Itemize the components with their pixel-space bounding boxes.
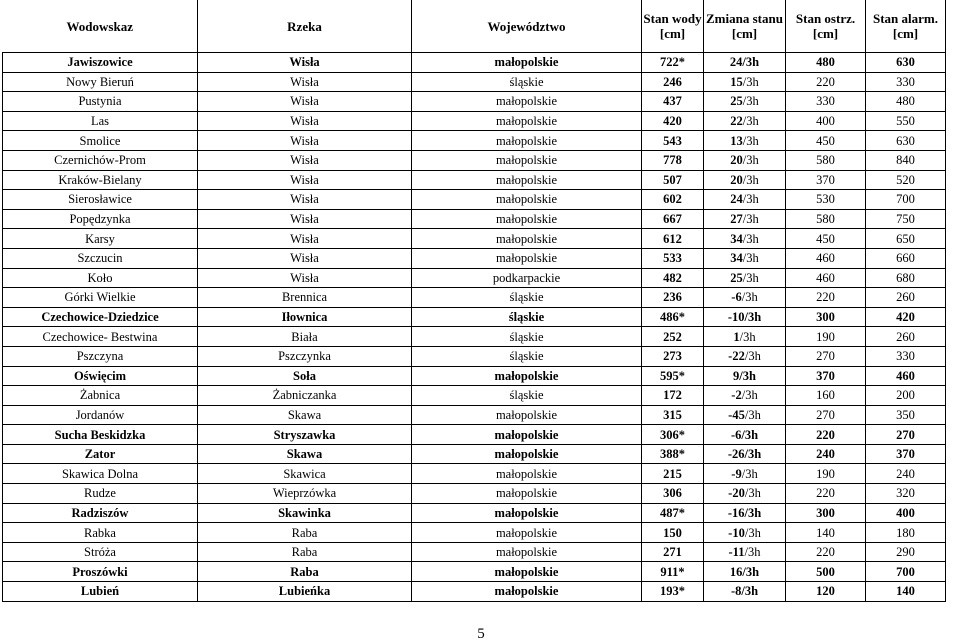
water-level-cell: 482 (642, 268, 704, 288)
alarm-level-cell: 460 (866, 366, 946, 386)
warning-level-cell: 270 (786, 405, 866, 425)
voivodeship-cell: małopolskie (412, 92, 642, 112)
river-cell: Żabniczanka (198, 386, 412, 406)
river-cell: Pszczynka (198, 346, 412, 366)
level-change-value: 20 (730, 153, 743, 168)
voivodeship-cell: małopolskie (412, 425, 642, 445)
station-cell: Szczucin (3, 248, 198, 268)
level-change-cell (704, 268, 786, 288)
station-cell: Oświęcim (3, 366, 198, 386)
level-change-cell (704, 53, 786, 73)
level-change-unit: /3h (744, 407, 761, 422)
header-river: Rzeka (198, 0, 412, 53)
level-change-cell (704, 425, 786, 445)
level-change-unit: /3h (742, 192, 759, 207)
alarm-level-cell: 320 (866, 484, 946, 504)
level-change-unit: /3h (739, 368, 756, 383)
station-cell: Czechowice-Dziedzice (3, 307, 198, 327)
level-change-value: 24 (730, 192, 743, 207)
water-level-cell: 215 (642, 464, 704, 484)
table-row (3, 542, 946, 562)
water-level-cell: 252 (642, 327, 704, 347)
voivodeship-cell: małopolskie (412, 131, 642, 151)
level-change-value: -10 (727, 310, 745, 325)
water-level-cell: 236 (642, 288, 704, 308)
level-change-unit: /3h (744, 525, 761, 540)
level-change-cell (704, 229, 786, 249)
warning-level-cell: 190 (786, 464, 866, 484)
warning-level-cell: 220 (786, 484, 866, 504)
table-row (3, 464, 946, 484)
water-level-cell: 722* (642, 53, 704, 73)
river-cell: Wieprzówka (198, 484, 412, 504)
table-row (3, 425, 946, 445)
alarm-level-cell: 840 (866, 150, 946, 170)
level-change-value: 34 (730, 251, 743, 266)
station-cell: Zator (3, 444, 198, 464)
warning-level-cell: 580 (786, 150, 866, 170)
header-voivodeship: Województwo (412, 0, 642, 53)
voivodeship-cell: małopolskie (412, 229, 642, 249)
level-change-unit: /3h (742, 231, 759, 246)
warning-level-cell: 460 (786, 248, 866, 268)
level-change-cell (704, 288, 786, 308)
level-change-cell (704, 523, 786, 543)
water-level-cell: 612 (642, 229, 704, 249)
warning-level-cell: 300 (786, 307, 866, 327)
voivodeship-cell: małopolskie (412, 562, 642, 582)
water-level-cell: 193* (642, 582, 704, 602)
water-level-cell: 602 (642, 190, 704, 210)
alarm-level-cell: 240 (866, 464, 946, 484)
table-row (3, 562, 946, 582)
level-change-value: 9 (733, 368, 740, 383)
table-row (3, 72, 946, 92)
table-row (3, 484, 946, 504)
table-row (3, 288, 946, 308)
voivodeship-cell: małopolskie (412, 542, 642, 562)
water-level-cell: 315 (642, 405, 704, 425)
level-change-cell (704, 92, 786, 112)
alarm-level-cell: 350 (866, 405, 946, 425)
level-change-value: 34 (730, 231, 743, 246)
river-cell: Wisła (198, 170, 412, 190)
level-change-value: -6 (731, 290, 742, 305)
water-level-cell: 667 (642, 209, 704, 229)
station-cell: Koło (3, 268, 198, 288)
river-cell: Skawa (198, 405, 412, 425)
level-change-value: -22 (728, 349, 745, 364)
table-row (3, 111, 946, 131)
alarm-level-cell: 400 (866, 503, 946, 523)
water-level-cell: 420 (642, 111, 704, 131)
river-cell: Wisła (198, 209, 412, 229)
voivodeship-cell: małopolskie (412, 484, 642, 504)
table-row (3, 327, 946, 347)
water-level-cell: 507 (642, 170, 704, 190)
river-cell: Raba (198, 562, 412, 582)
header-warning-level: Stan ostrz. [cm] (786, 0, 866, 53)
header-station: Wodowskaz (3, 0, 198, 53)
station-cell: Jawiszowice (3, 53, 198, 73)
voivodeship-cell: małopolskie (412, 111, 642, 131)
level-change-value: -45 (728, 407, 745, 422)
table-row (3, 307, 946, 327)
level-change-cell (704, 366, 786, 386)
level-change-cell (704, 190, 786, 210)
warning-level-cell: 500 (786, 562, 866, 582)
water-level-cell: 306 (642, 484, 704, 504)
level-change-cell (704, 72, 786, 92)
river-cell: Skawica (198, 464, 412, 484)
level-change-value: 24 (729, 55, 743, 70)
level-change-unit: /3h (742, 133, 759, 148)
warning-level-cell: 580 (786, 209, 866, 229)
river-cell: Wisła (198, 229, 412, 249)
alarm-level-cell: 180 (866, 523, 946, 543)
level-change-value: -26 (727, 447, 745, 462)
table-row (3, 405, 946, 425)
voivodeship-cell: małopolskie (412, 582, 642, 602)
water-level-cell: 437 (642, 92, 704, 112)
level-change-cell (704, 346, 786, 366)
level-change-cell (704, 503, 786, 523)
warning-level-cell: 240 (786, 444, 866, 464)
river-cell: Stryszawka (198, 425, 412, 445)
station-cell: Stróża (3, 542, 198, 562)
level-change-cell (704, 562, 786, 582)
level-change-value: 25 (730, 94, 743, 109)
level-change-cell (704, 131, 786, 151)
level-change-value: 15 (730, 74, 743, 89)
river-cell: Iłownica (198, 307, 412, 327)
alarm-level-cell: 700 (866, 562, 946, 582)
level-change-unit: /3h (742, 114, 759, 129)
header-water-level: Stan wody [cm] (642, 0, 704, 53)
voivodeship-cell: małopolskie (412, 190, 642, 210)
warning-level-cell: 450 (786, 131, 866, 151)
river-cell: Wisła (198, 248, 412, 268)
warning-level-cell: 220 (786, 425, 866, 445)
river-cell: Wisła (198, 131, 412, 151)
alarm-level-cell: 330 (866, 72, 946, 92)
alarm-level-cell: 140 (866, 582, 946, 602)
level-change-value: -2 (731, 388, 742, 403)
level-change-value: 13 (730, 133, 743, 148)
water-level-cell: 911* (642, 562, 704, 582)
alarm-level-cell: 290 (866, 542, 946, 562)
station-cell: Górki Wielkie (3, 288, 198, 308)
level-change-unit: /3h (741, 466, 758, 481)
warning-level-cell: 160 (786, 386, 866, 406)
station-cell: Karsy (3, 229, 198, 249)
level-change-unit: /3h (741, 290, 758, 305)
water-level-cell: 306* (642, 425, 704, 445)
voivodeship-cell: małopolskie (412, 150, 642, 170)
alarm-level-cell: 630 (866, 131, 946, 151)
river-cell: Raba (198, 523, 412, 543)
level-change-unit: /3h (744, 447, 762, 462)
alarm-level-cell: 630 (866, 53, 946, 73)
station-cell: Skawica Dolna (3, 464, 198, 484)
alarm-level-cell: 660 (866, 248, 946, 268)
water-level-cell: 543 (642, 131, 704, 151)
table-row (3, 386, 946, 406)
water-level-cell: 172 (642, 386, 704, 406)
station-cell: Czernichów-Prom (3, 150, 198, 170)
water-gauge-table (2, 0, 946, 602)
station-cell: Kraków-Bielany (3, 170, 198, 190)
warning-level-cell: 270 (786, 346, 866, 366)
voivodeship-cell: małopolskie (412, 464, 642, 484)
water-level-cell: 271 (642, 542, 704, 562)
warning-level-cell: 400 (786, 111, 866, 131)
station-cell: Sucha Beskidzka (3, 425, 198, 445)
water-level-cell: 388* (642, 444, 704, 464)
water-level-cell: 150 (642, 523, 704, 543)
table-row (3, 248, 946, 268)
warning-level-cell: 140 (786, 523, 866, 543)
water-level-cell: 486* (642, 307, 704, 327)
river-cell: Wisła (198, 190, 412, 210)
level-change-cell (704, 582, 786, 602)
table-row (3, 131, 946, 151)
station-cell: Pszczyna (3, 346, 198, 366)
level-change-value: 16 (729, 564, 743, 579)
water-level-cell: 487* (642, 503, 704, 523)
station-cell: Sierosławice (3, 190, 198, 210)
alarm-level-cell: 700 (866, 190, 946, 210)
alarm-level-cell: 650 (866, 229, 946, 249)
level-change-cell (704, 542, 786, 562)
alarm-level-cell: 480 (866, 92, 946, 112)
level-change-unit: /3h (741, 584, 759, 599)
level-change-value: 20 (730, 172, 743, 187)
level-change-unit: /3h (744, 545, 761, 560)
table-row (3, 503, 946, 523)
river-cell: Wisła (198, 150, 412, 170)
table-row (3, 523, 946, 543)
level-change-value: 22 (730, 114, 743, 129)
level-change-cell (704, 209, 786, 229)
warning-level-cell: 220 (786, 542, 866, 562)
level-change-cell (704, 150, 786, 170)
voivodeship-cell: małopolskie (412, 523, 642, 543)
table-row (3, 150, 946, 170)
warning-level-cell: 220 (786, 72, 866, 92)
station-cell: Czechowice- Bestwina (3, 327, 198, 347)
warning-level-cell: 330 (786, 92, 866, 112)
voivodeship-cell: podkarpackie (412, 268, 642, 288)
level-change-value: -9 (731, 466, 742, 481)
table-row (3, 229, 946, 249)
river-cell: Brennica (198, 288, 412, 308)
level-change-unit: /3h (744, 505, 762, 520)
table-row (3, 170, 946, 190)
level-change-value: -16 (727, 505, 745, 520)
level-change-cell (704, 386, 786, 406)
level-change-unit: /3h (744, 349, 761, 364)
river-cell: Skawinka (198, 503, 412, 523)
alarm-level-cell: 370 (866, 444, 946, 464)
table-row (3, 53, 946, 73)
voivodeship-cell: śląskie (412, 346, 642, 366)
level-change-cell (704, 444, 786, 464)
water-level-cell: 533 (642, 248, 704, 268)
river-cell: Wisła (198, 72, 412, 92)
voivodeship-cell: śląskie (412, 327, 642, 347)
warning-level-cell: 450 (786, 229, 866, 249)
water-level-cell: 273 (642, 346, 704, 366)
warning-level-cell: 370 (786, 366, 866, 386)
river-cell: Wisła (198, 92, 412, 112)
alarm-level-cell: 520 (866, 170, 946, 190)
voivodeship-cell: małopolskie (412, 209, 642, 229)
page-number: 5 (477, 626, 485, 642)
station-cell: Rabka (3, 523, 198, 543)
level-change-cell (704, 170, 786, 190)
warning-level-cell: 460 (786, 268, 866, 288)
level-change-cell (704, 111, 786, 131)
level-change-unit: /3h (744, 486, 761, 501)
warning-level-cell: 190 (786, 327, 866, 347)
table-row (3, 346, 946, 366)
level-change-unit: /3h (742, 172, 759, 187)
level-change-value: -6 (730, 427, 742, 442)
voivodeship-cell: małopolskie (412, 366, 642, 386)
warning-level-cell: 530 (786, 190, 866, 210)
voivodeship-cell: małopolskie (412, 444, 642, 464)
station-cell: Pustynia (3, 92, 198, 112)
river-cell: Soła (198, 366, 412, 386)
alarm-level-cell: 270 (866, 425, 946, 445)
level-change-cell (704, 327, 786, 347)
river-cell: Skawa (198, 444, 412, 464)
level-change-value: -8 (730, 584, 742, 599)
table-row (3, 582, 946, 602)
header-row (3, 0, 946, 53)
level-change-unit: /3h (742, 212, 759, 227)
level-change-unit: /3h (744, 310, 762, 325)
voivodeship-cell: małopolskie (412, 170, 642, 190)
station-cell: Las (3, 111, 198, 131)
alarm-level-cell: 750 (866, 209, 946, 229)
level-change-cell (704, 464, 786, 484)
table-row (3, 268, 946, 288)
level-change-unit: /3h (739, 329, 756, 344)
water-level-cell: 778 (642, 150, 704, 170)
alarm-level-cell: 680 (866, 268, 946, 288)
station-cell: Lubień (3, 582, 198, 602)
table-row (3, 92, 946, 112)
river-cell: Raba (198, 542, 412, 562)
alarm-level-cell: 550 (866, 111, 946, 131)
alarm-level-cell: 260 (866, 288, 946, 308)
voivodeship-cell: śląskie (412, 72, 642, 92)
warning-level-cell: 370 (786, 170, 866, 190)
level-change-cell (704, 248, 786, 268)
voivodeship-cell: małopolskie (412, 53, 642, 73)
table-body (3, 53, 946, 602)
level-change-unit: /3h (742, 74, 759, 89)
warning-level-cell: 120 (786, 582, 866, 602)
level-change-unit: /3h (742, 55, 760, 70)
station-cell: Radziszów (3, 503, 198, 523)
voivodeship-cell: śląskie (412, 288, 642, 308)
river-cell: Wisła (198, 268, 412, 288)
level-change-unit: /3h (742, 270, 759, 285)
level-change-unit: /3h (742, 153, 759, 168)
station-cell: Rudze (3, 484, 198, 504)
alarm-level-cell: 330 (866, 346, 946, 366)
level-change-unit: /3h (741, 388, 758, 403)
level-change-unit: /3h (742, 251, 759, 266)
level-change-unit: /3h (742, 94, 759, 109)
level-change-cell (704, 405, 786, 425)
level-change-value: -20 (728, 486, 745, 501)
table-row (3, 209, 946, 229)
voivodeship-cell: śląskie (412, 307, 642, 327)
warning-level-cell: 300 (786, 503, 866, 523)
water-level-cell: 246 (642, 72, 704, 92)
voivodeship-cell: śląskie (412, 386, 642, 406)
table-row (3, 366, 946, 386)
alarm-level-cell: 260 (866, 327, 946, 347)
station-cell: Jordanów (3, 405, 198, 425)
table-row (3, 444, 946, 464)
level-change-value: -10 (728, 525, 745, 540)
level-change-unit: /3h (742, 564, 760, 579)
river-cell: Wisła (198, 53, 412, 73)
station-cell: Nowy Bieruń (3, 72, 198, 92)
level-change-value: 27 (730, 212, 743, 227)
station-cell: Smolice (3, 131, 198, 151)
river-cell: Biała (198, 327, 412, 347)
header-alarm-level: Stan alarm. [cm] (866, 0, 946, 53)
level-change-cell (704, 484, 786, 504)
warning-level-cell: 480 (786, 53, 866, 73)
voivodeship-cell: małopolskie (412, 405, 642, 425)
level-change-value: 25 (730, 270, 743, 285)
river-cell: Wisła (198, 111, 412, 131)
alarm-level-cell: 200 (866, 386, 946, 406)
level-change-value: 1 (733, 329, 740, 344)
voivodeship-cell: małopolskie (412, 503, 642, 523)
table-row (3, 190, 946, 210)
header-level-change: Zmiana stanu [cm] (704, 0, 786, 53)
water-level-cell: 595* (642, 366, 704, 386)
level-change-value: -11 (728, 545, 745, 560)
warning-level-cell: 220 (786, 288, 866, 308)
station-cell: Żabnica (3, 386, 198, 406)
station-cell: Proszówki (3, 562, 198, 582)
voivodeship-cell: małopolskie (412, 248, 642, 268)
river-cell: Lubieńka (198, 582, 412, 602)
level-change-unit: /3h (741, 427, 759, 442)
station-cell: Popędzynka (3, 209, 198, 229)
alarm-level-cell: 420 (866, 307, 946, 327)
level-change-cell (704, 307, 786, 327)
